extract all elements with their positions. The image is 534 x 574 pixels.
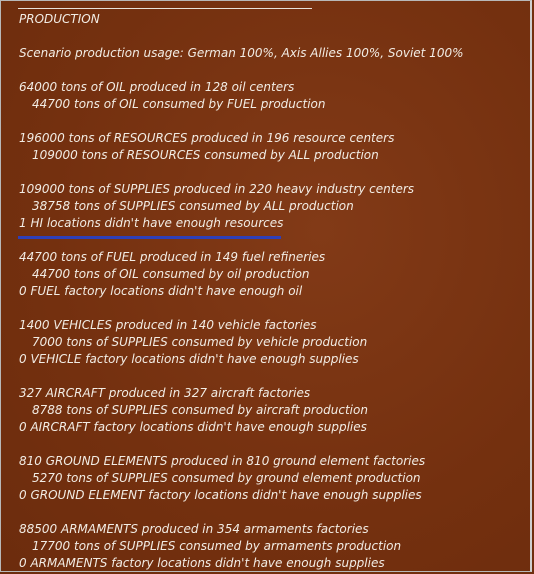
supplies-produced: 109000 tons of SUPPLIES produced in 220 heavy industry centers — [19, 182, 415, 196]
ground-elements-produced: 810 GROUND ELEMENTS produced in 810 ground element factories — [19, 454, 426, 468]
fuel-shortage: 0 FUEL factory locations didn't have enough oil — [19, 284, 303, 298]
scenario-usage: Scenario production usage: German 100%, Axis Allies 100%, Soviet 100% — [19, 46, 464, 60]
armaments-produced: 88500 ARMAMENTS produced in 354 armaments factories — [19, 522, 369, 536]
armaments-consumed: 17700 tons of SUPPLIES consumed by armaments production — [32, 539, 402, 553]
resources-consumed: 109000 tons of RESOURCES consumed by ALL production — [32, 148, 379, 162]
resources-produced: 196000 tons of RESOURCES produced in 196 resource centers — [19, 131, 395, 145]
ground-elements-shortage: 0 GROUND ELEMENT factory locations didn't have enough supplies — [19, 488, 422, 502]
ground-elements-consumed: 5270 tons of SUPPLIES consumed by ground element production — [32, 471, 421, 485]
oil-consumed: 44700 tons of OIL consumed by FUEL production — [32, 97, 326, 111]
vehicles-shortage: 0 VEHICLE factory locations didn't have enough supplies — [19, 352, 359, 366]
vehicles-consumed: 7000 tons of SUPPLIES consumed by vehicle production — [32, 335, 368, 349]
title-rule — [18, 8, 312, 9]
fuel-produced: 44700 tons of FUEL produced in 149 fuel refineries — [19, 250, 326, 264]
armaments-shortage: 0 ARMAMENTS factory locations didn't have enough supplies — [19, 556, 385, 570]
page-title: PRODUCTION — [19, 12, 100, 26]
aircraft-shortage: 0 AIRCRAFT factory locations didn't have enough supplies — [19, 420, 367, 434]
aircraft-consumed: 8788 tons of SUPPLIES consumed by aircraft production — [32, 403, 368, 417]
highlight-underline — [18, 236, 281, 239]
vehicles-produced: 1400 VEHICLES produced in 140 vehicle factories — [19, 318, 317, 332]
aircraft-produced: 327 AIRCRAFT produced in 327 aircraft factories — [19, 386, 311, 400]
fuel-consumed: 44700 tons of OIL consumed by oil production — [32, 267, 310, 281]
supplies-consumed: 38758 tons of SUPPLIES consumed by ALL production — [32, 199, 354, 213]
oil-produced: 64000 tons of OIL produced in 128 oil centers — [19, 80, 295, 94]
supplies-shortage: 1 HI locations didn't have enough resources — [19, 216, 284, 230]
